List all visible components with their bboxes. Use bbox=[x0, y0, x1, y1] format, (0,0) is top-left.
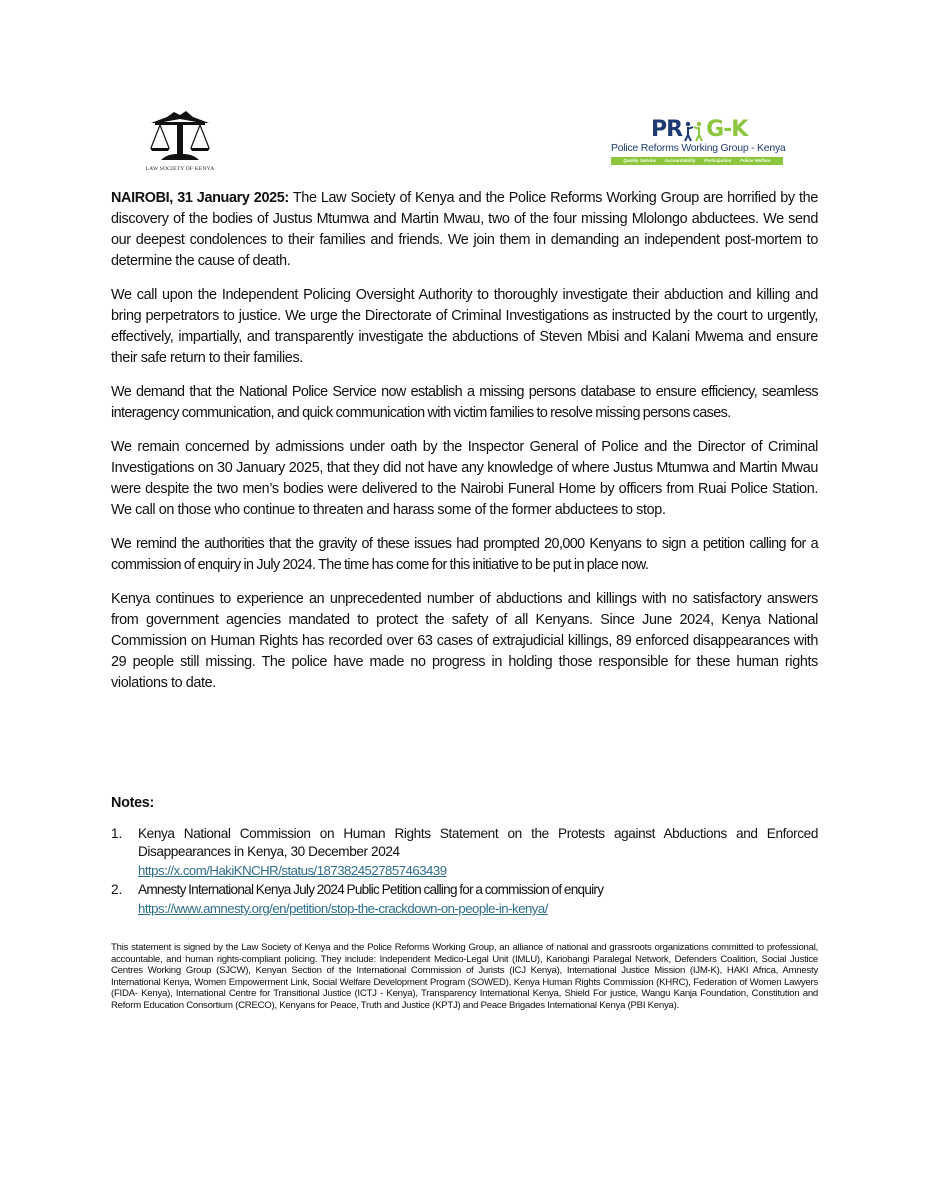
note-link[interactable]: https://www.amnesty.org/en/petition/stop-the-crackdown-on-people-in-kenya/ bbox=[138, 901, 548, 916]
note-number: 2. bbox=[111, 882, 123, 897]
note-item bbox=[111, 881, 818, 918]
tagline-item: Quality Service bbox=[623, 158, 656, 163]
prwg-kenya-logo bbox=[611, 117, 786, 166]
note-item bbox=[111, 825, 818, 880]
prwg-k-wordmark bbox=[651, 118, 747, 142]
tagline-item: Accountability bbox=[664, 158, 696, 163]
prwg-mark-gk: G-K bbox=[706, 117, 748, 142]
statement-paragraph-2: We call upon the Independent Policing Oversight Authority to thoroughly investigate their abduction and killing and bring perpetrators to justice. We urge the Directorate of Criminal Investigations as instructed by the court to urgently, effectively, impartially, and transparently investigate the abductions of Steven Mbisi and Kalani Mwema and ensure their safe return to their families. bbox=[111, 287, 818, 366]
prwg-name: Police Reforms Working Group - Kenya bbox=[611, 143, 786, 154]
statement-body bbox=[111, 188, 818, 707]
note-link[interactable]: https://x.com/HakiKNCHR/status/1873824527857463439 bbox=[138, 863, 447, 878]
statement-paragraph-1 bbox=[111, 188, 818, 272]
law-society-of-kenya-logo bbox=[140, 108, 220, 174]
tagline-item: Participation bbox=[704, 158, 732, 163]
statement-paragraph-4: We remain concerned by admissions under oath by the Inspector General of Police and the Director of Criminal Investigations on 30 January 2025, that they did not have any knowledge of where Justus Mtumwa and Martin Mwau were despite the two men’s bodies were delivered to the Nairobi Funeral Home by officers from Ruai Police Station. We call on those who continue to threaten and harass some of the former abductees to stop. bbox=[111, 439, 818, 518]
statement-paragraph-5: We remind the authorities that the gravity of these issues had prompted 20,000 Kenyans to sign a petition calling for a commission of enquiry in July 2024. The time has come for this initiative to be put in place now. bbox=[111, 536, 818, 573]
notes-heading: Notes: bbox=[111, 795, 154, 811]
people-figures-icon bbox=[683, 120, 705, 142]
tagline-item: Police Welfare bbox=[740, 158, 771, 163]
signatories-statement: This statement is signed by the Law Society of Kenya and the Police Reforms Working Group, an alliance of national and grassroots organizations committed to professional, accountable, and human rights-compliant policing. They include: Independent Medico-Legal Unit (IMLU), Kariobangi Paralegal Network, Defenders Coalition, Social Justice Centres Working Group (SJCW), Kenyan Section of the International Commission of Jurists (ICJ Kenya), International Justice Mission (IJM-K), HAKI Africa, Amnesty International Kenya, Women Empowerment Link, Social Welfare Development Program (SOWED), Kenya Human Rights Commission (KHRC), Federation of Women Lawyers (FIDA- Kenya), International Centre for Transitional Justice (ICTJ - Kenya), Transparency International Kenya, Shield For justice, Wangu Kanja Foundation, Constitution and Reform Education Consortium (CRECO), Kenyans for Peace, Truth and Justice (KPTJ) and Peace Brigades International Kenya (PBI Kenya). bbox=[111, 942, 818, 1011]
scales-of-justice-icon bbox=[147, 108, 213, 164]
paragraph-text: The Law Society of Kenya and the Police Reforms Working Group are horrified by the discovery of the bodies of Justus Mtumwa and Martin Mwau, two of the four missing Mlolongo abductees. We send our deepest condolences to their families and friends. We join them in demanding an independent post-mortem to determine the cause of death. bbox=[111, 190, 818, 269]
prwg-tagline-bar bbox=[611, 157, 783, 165]
statement-paragraph-6: Kenya continues to experience an unprecedented number of abductions and killings with no satisfactory answers from government agencies mandated to protect the safety of all Kenyans. Since June 2024, Kenya National Commission on Human Rights has recorded over 63 cases of extrajudicial killings, 89 enforced disappearances with 29 people still missing. The police have made no progress in holding those responsible for these human rights violations to date. bbox=[111, 591, 818, 691]
notes-list bbox=[111, 825, 818, 918]
note-text: Amnesty International Kenya July 2024 Public Petition calling for a commission of enquiry bbox=[138, 882, 604, 897]
statement-paragraph-3: We demand that the National Police Service now establish a missing persons database to ensure efficiency, seamless interagency communication, and quick communication with victim families to resolve missing persons cases. bbox=[111, 384, 818, 421]
note-number: 1. bbox=[111, 826, 123, 841]
prwg-mark-pr: PR bbox=[651, 117, 683, 142]
law-society-caption: LAW SOCIETY OF KENYA bbox=[145, 166, 215, 172]
note-text: Kenya National Commission on Human Rights Statement on the Protests against Abductions and Enforced Disappearances in Kenya, 30 December 2024 bbox=[138, 826, 818, 859]
dateline: NAIROBI, 31 January 2025: bbox=[111, 190, 289, 206]
